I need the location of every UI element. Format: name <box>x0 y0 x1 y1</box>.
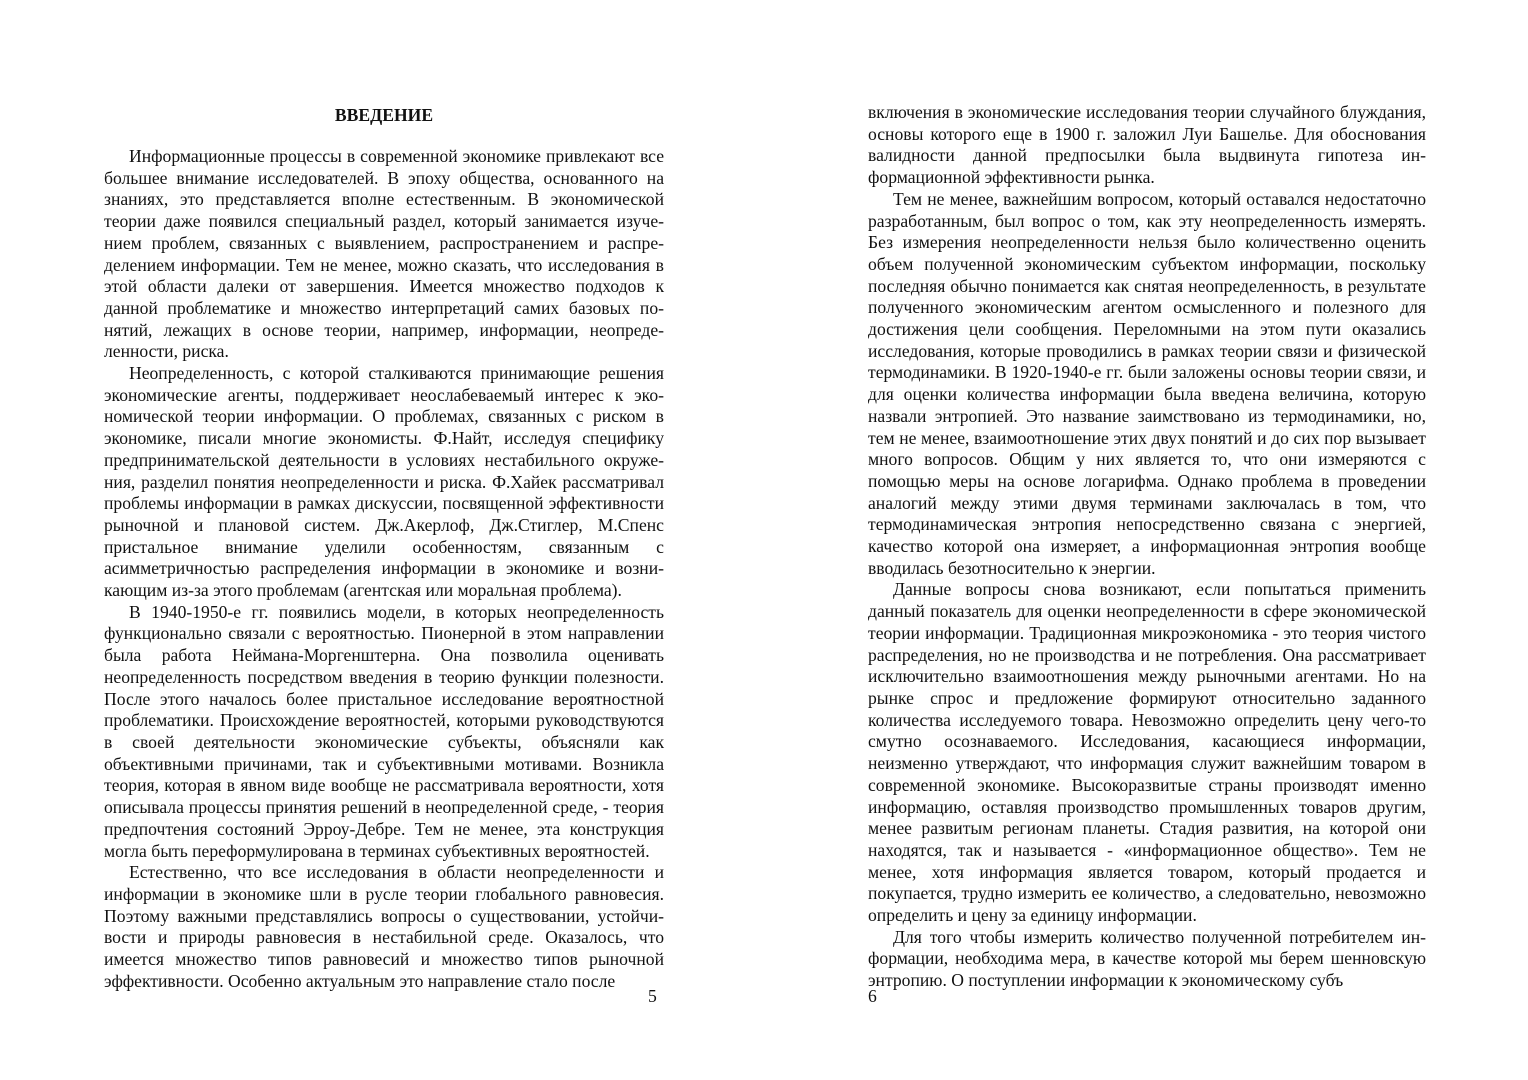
right-page-text <box>868 102 1426 992</box>
left-page-text <box>104 146 664 992</box>
paragraph: Данные вопросы снова возникают, если попытаться применить данный показатель для оценки неопределенности в сфере экономической теории информации. Традиционная микроэкономика - это теория чистого распределения, но не производства и не потребления. Она рассматривает исключительно взаимоотношения между рыночными агентами. Но на рынке спрос и предложение формируют относительно заданного количества исследуемого товара. Невозможно определить цену чего-то смутно осознаваемого. Исследования, касающиеся информации, неизменно утверждают, что информация служит важнейшим товаром в современной экономике. Высокоразвитые страны производят именно информацию, оставляя производство промышленных товаров другим, менее развитым регионам планеты. Стадия развития, на которой они находятся, так и называется - «информационное общество». Тем не менее, хотя информация является товаром, который продается и покупается, трудно измерить ее количество, а следовательно, невозможно определить и цену за единицу информации. <box>868 579 1426 926</box>
right-page <box>764 0 1528 1080</box>
paragraph: Неопределенность, с которой сталкиваются принимающие решения экономические агенты, поддерживает неослабеваемый интерес к экономической теории информации. О проблемах, связанных с риском в экономике, писали многие экономисты. Ф.Найт, исследуя специфику предпринимательской деятельности в условиях нестабильного окружения, разделил понятия неопределенности и риска. Ф.Хайек рассматривал проблемы информации в рамках дискуссии, посвященной эффективности рыночной и плановой систем. Дж.Акерлоф, Дж.Стиглер, М.Спенс пристальное внимание уделили особенностям, связанным с асимметричностью распределения информации в экономике и возникающим из-за этого проблемам (агентская или моральная проблема). <box>104 363 664 601</box>
page-number: 6 <box>868 986 877 1006</box>
paragraph: Естественно, что все исследования в области неопределенности и информации в экономике шли в русле теории глобального равновесия. Поэтому важными представлялись вопросы о существовании, устойчивости и природы равновесия в нестабильной среде. Оказалось, что имеется множество типов равновесий и множество типов рыночной эффективности. Особенно актуальным это направление стало после <box>104 862 664 991</box>
paragraph: В 1940-1950-е гг. появились модели, в которых неопределенность функционально связали с вероятностью. Пионерной в этом направлении была работа Неймана-Моргенштерна. Она позволила оценивать неопределенность посредством введения в теорию функции полезности. После этого началось более пристальное исследование вероятностной проблематики. Происхождение вероятностей, которыми руководствуются в своей деятельности экономические субъекты, объясняли как объективными причинами, так и субъективными мотивами. Возникла теория, которая в явном виде вообще не рассматривала вероятности, хотя описывала процессы принятия решений в неопределенной среде, - теория предпочтения состояний Эрроу-Дебре. Тем не менее, эта конструкция могла быть переформулирована в терминах субъективных вероятностей. <box>104 601 664 861</box>
paragraph-continuation: включения в экономические исследования теории случайного блуждания, основы которого еще в 1900 г. заложил Луи Башелье. Для обоснования валидности данной предпосылки была выдвинута гипотеза информационной эффективности рынка. <box>868 102 1426 188</box>
chapter-heading: ВВЕДЕНИЕ <box>334 105 434 125</box>
paragraph: Тем не менее, важнейшим вопросом, который оставался недостаточно разработанным, был вопрос о том, как эту неопределенность измерять. Без измерения неопределенности нельзя было количественно оценить объем полученной экономическим субъектом информации, поскольку последняя обычно понимается как снятая неопределенность, в результате полученного экономическим агентом осмысленного и полезного для достижения цели сообщения. Переломными на этом пути оказались исследования, которые проводились в рамках теории связи и физической термодинамики. В 1920-1940-е гг. были заложены основы теории связи, и для оценки количества информации была введена величина, которую назвали энтропией. Это название заимствовано из термодинамики, но, тем не менее, взаимоотношение этих двух понятий и до сих пор вызывает много вопросов. Общим у них является то, что они измеряются с помощью меры на основе логарифма. Однако проблема в проведении аналогий между этими двумя терминами заключалась в том, что термодинамическая энтропия непосредственно связана с энергией, качество которой она измеряет, а информационная энтропия вообще вводилась безотносительно к энергии. <box>868 188 1426 578</box>
paragraph: Для того чтобы измерить количество полученной потребителем информации, необходима мера, в качестве которой мы берем шенновскую энтропию. О поступлении информации к экономическому субъ <box>868 926 1426 991</box>
paragraph: Информационные процессы в современной экономике привлекают все большее внимание исследователей. В эпоху общества, основанного на знаниях, это представляется вполне естественным. В экономической теории даже появился специальный раздел, который занимается изучением проблем, связанных с выявлением, распространением и распределением информации. Тем не менее, можно сказать, что исследования в этой области далеки от завершения. Имеется множество подходов к данной проблематике и множество интерпретаций самих базовых понятий, лежащих в основе теории, например, информации, неопределенности, риска. <box>104 146 664 362</box>
page-number: 5 <box>648 986 657 1006</box>
